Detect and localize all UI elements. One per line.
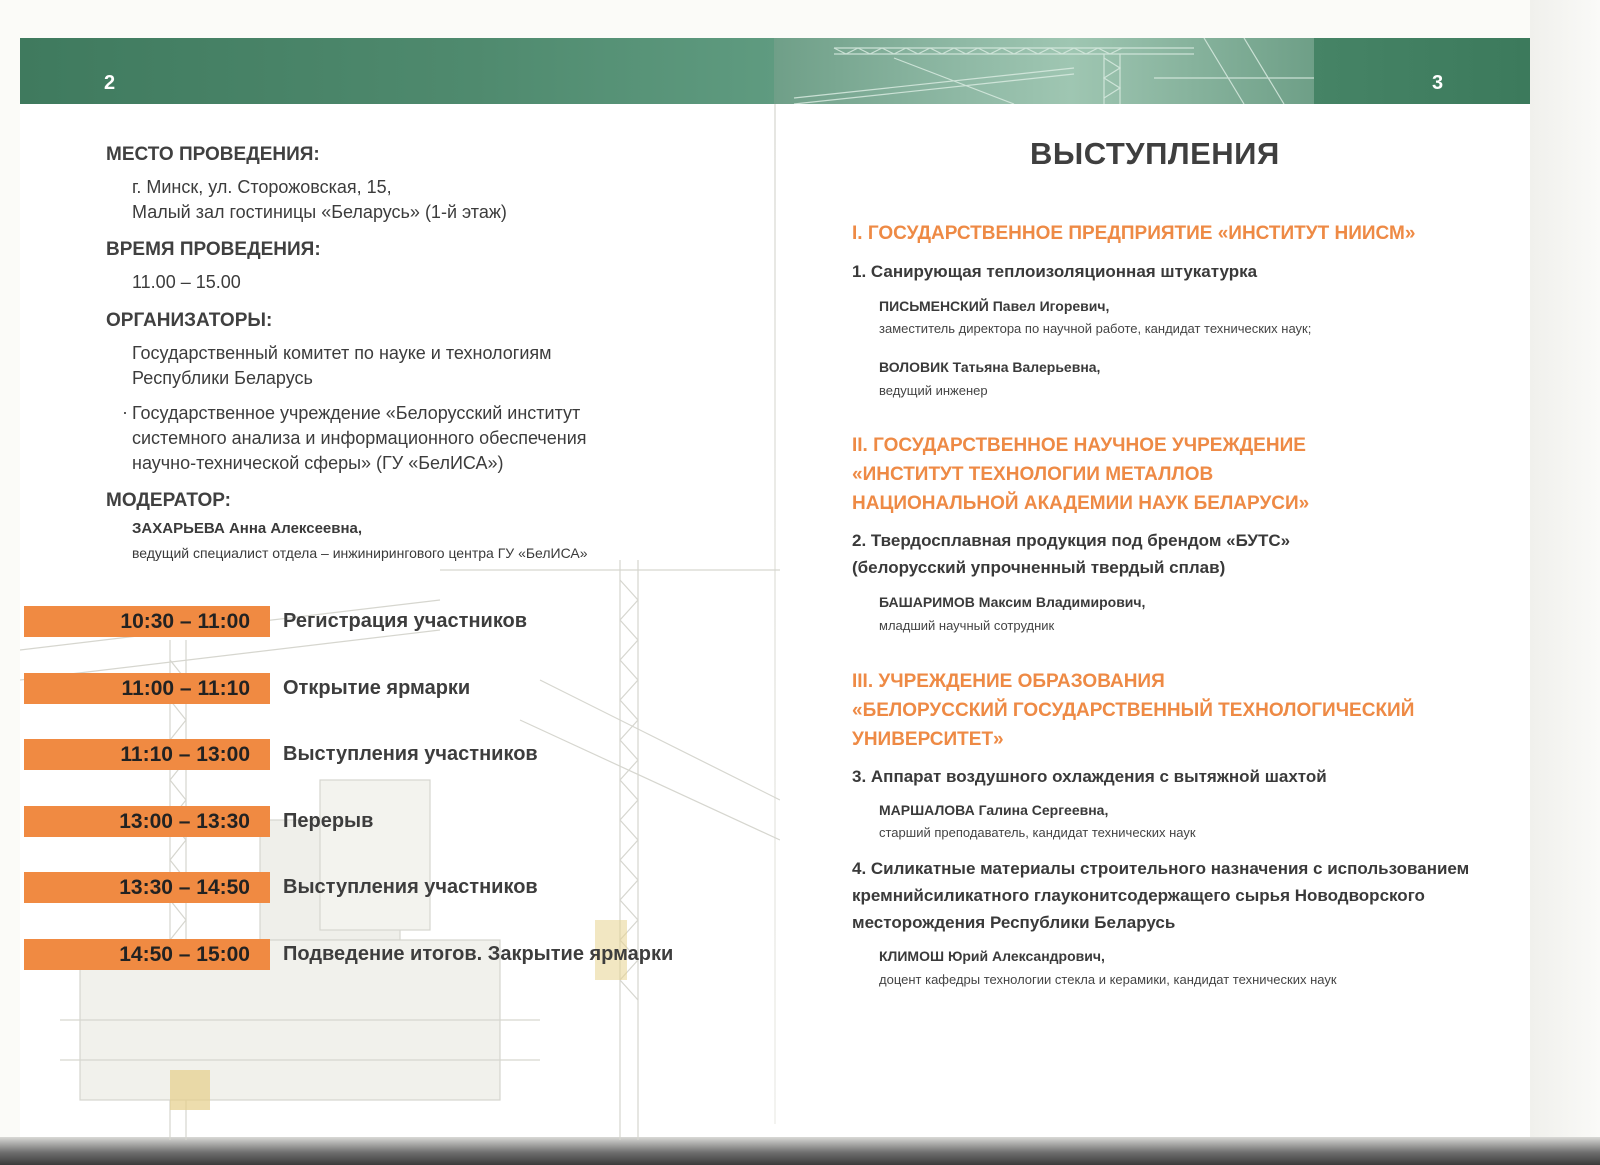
page-number-right: 3 [1432,72,1444,94]
talk-1-speaker-2-role: ведущий инженер [879,383,988,398]
schedule-time: 13:30 – 14:50 [24,872,270,903]
organizer-2-line-2: системного анализа и информационного обеспечения [132,428,587,448]
time-value: 11.00 – 15.00 [132,272,241,292]
crane-drawing-illustration [774,38,1314,104]
organization-3-heading-line-2: «БЕЛОРУССКИЙ ГОСУДАРСТВЕННЫЙ ТЕХНОЛОГИЧЕСКИЙ [852,700,1415,721]
moderator-label: МОДЕРАТОР: [106,490,232,511]
organizer-1-line-2: Республики Беларусь [132,368,313,388]
page-number-left: 2 [104,72,116,94]
talk-3-title: 3. Аппарат воздушного охлаждения с вытяжной шахтой [852,767,1327,786]
venue-label: МЕСТО ПРОВЕДЕНИЯ: [106,144,320,165]
bullet-mark: · [122,402,128,422]
talk-4-title-line-2: кремнийсиликатного глауконитсодержащего сырья Новодворского [852,886,1425,905]
header-crane-photo [774,38,1314,104]
venue-hall: Малый зал гостиницы «Беларусь» (1-й этаж) [132,202,507,222]
talk-2-speaker-role: младший научный сотрудник [879,618,1055,633]
schedule-title: Открытие ярмарки [283,677,471,699]
organizer-2-line-3: научно-технической сферы» (ГУ «БелИСА») [132,453,504,473]
organization-2-heading-line-1: II. ГОСУДАРСТВЕННОЕ НАУЧНОЕ УЧРЕЖДЕНИЕ [852,435,1306,456]
schedule-title: Выступления участников [283,876,538,898]
schedule-title: Регистрация участников [283,610,528,632]
talk-2-title-line-1: 2. Твердосплавная продукция под брендом «БУТС» [852,531,1291,550]
organizer-1-line-1: Государственный комитет по науке и технологиям [132,343,552,363]
talk-4-title-line-3: месторождения Республики Беларусь [852,913,1176,932]
schedule-title: Подведение итогов. Закрытие ярмарки [283,943,674,965]
talk-4-speaker-role: доцент кафедры технологии стекла и керамики, кандидат технических наук [879,972,1337,987]
organization-3-heading-line-1: III. УЧРЕЖДЕНИЕ ОБРАЗОВАНИЯ [852,671,1165,692]
organizer-2-line-1: Государственное учреждение «Белорусский институт [132,403,581,423]
talk-4-speaker-name: КЛИМОШ Юрий Александрович, [879,948,1105,964]
organization-1-heading: I. ГОСУДАРСТВЕННОЕ ПРЕДПРИЯТИЕ «ИНСТИТУТ НИИСМ» [852,223,1416,244]
organization-2-heading-line-2: «ИНСТИТУТ ТЕХНОЛОГИИ МЕТАЛЛОВ [852,464,1214,485]
scanner-edge [0,1137,1600,1165]
page-title: ВЫСТУПЛЕНИЯ [1030,136,1280,171]
schedule-time: 11:10 – 13:00 [24,739,270,770]
schedule-title: Выступления участников [283,743,538,765]
venue-address: г. Минск, ул. Сторожовская, 15, [132,177,392,197]
schedule-time: 13:00 – 13:30 [24,806,270,837]
time-label: ВРЕМЯ ПРОВЕДЕНИЯ: [106,239,321,260]
talk-2-speaker-name: БАШАРИМОВ Максим Владимирович, [879,594,1146,610]
schedule-time: 14:50 – 15:00 [24,939,270,970]
schedule-time: 11:00 – 11:10 [24,673,270,704]
talk-4-title-line-1: 4. Силикатные материалы строительного назначения с использованием [852,859,1470,878]
talk-3-speaker-name: МАРШАЛОВА Галина Сергеевна, [879,802,1109,818]
schedule-title: Перерыв [283,810,374,832]
talk-1-title: 1. Санирующая теплоизоляционная штукатурка [852,262,1258,281]
organizers-label: ОРГАНИЗАТОРЫ: [106,310,273,331]
moderator-name: ЗАХАРЬЕВА Анна Алексеевна, [132,520,363,537]
organization-2-heading-line-3: НАЦИОНАЛЬНОЙ АКАДЕМИИ НАУК БЕЛАРУСИ» [852,493,1310,514]
talk-2-title-line-2: (белорусский упрочненный твердый сплав) [852,558,1226,577]
talk-1-speaker-2-name: ВОЛОВИК Татьяна Валерьевна, [879,359,1101,375]
moderator-role: ведущий специалист отдела – инжинирингового центра ГУ «БелИСА» [132,545,588,561]
talk-1-speaker-1-name: ПИСЬМЕНСКИЙ Павел Игоревич, [879,298,1110,314]
organization-3-heading-line-3: УНИВЕРСИТЕТ» [852,729,1004,750]
schedule-time: 10:30 – 11:00 [24,606,270,637]
talk-1-speaker-1-role: заместитель директора по научной работе, кандидат технических наук; [879,321,1312,336]
scanner-margin [1530,0,1600,1140]
talk-3-speaker-role: старший преподаватель, кандидат технических наук [879,825,1196,840]
